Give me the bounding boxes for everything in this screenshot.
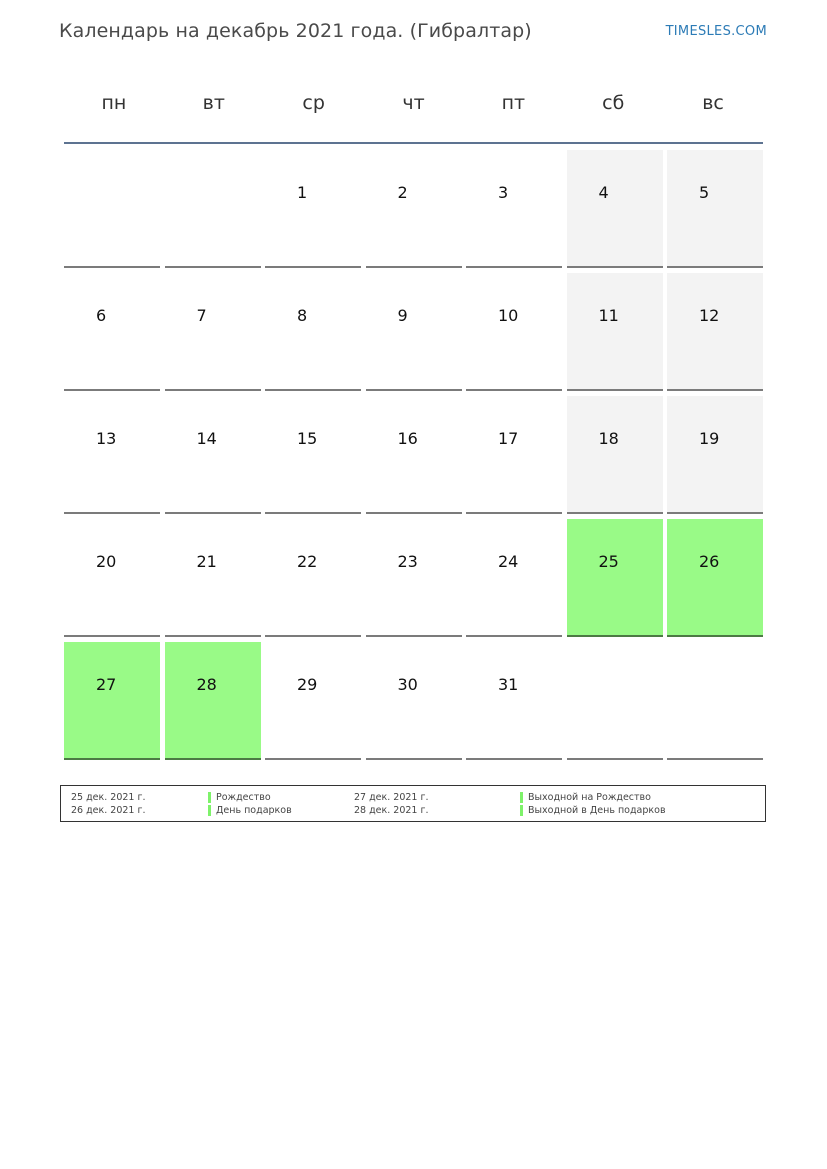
weekday-tue: вт	[202, 92, 225, 114]
day-cell-holiday	[64, 642, 160, 760]
day-number: 17	[498, 429, 519, 448]
day-number: 1	[297, 183, 308, 202]
day-number: 2	[397, 183, 408, 202]
day-cell-empty	[567, 642, 663, 760]
weekday-mon: пн	[101, 92, 127, 114]
day-cell-holiday	[567, 519, 663, 637]
day-cell	[265, 150, 361, 268]
day-cell	[366, 396, 462, 514]
day-number: 21	[196, 552, 217, 571]
day-cell	[265, 273, 361, 391]
brand-link[interactable]: TIMESLES.COM	[665, 24, 767, 39]
day-cell	[64, 519, 160, 637]
legend-date: 25 дек. 2021 г.	[71, 792, 146, 803]
day-number: 22	[297, 552, 318, 571]
weekday-fri: пт	[501, 92, 526, 114]
day-number: 6	[96, 306, 107, 325]
day-number: 5	[699, 183, 710, 202]
day-number: 29	[297, 675, 318, 694]
legend-date: 26 дек. 2021 г.	[71, 805, 146, 816]
legend-color-marker	[520, 805, 523, 816]
day-number: 20	[96, 552, 117, 571]
day-number: 18	[598, 429, 619, 448]
day-cell-weekend	[567, 396, 663, 514]
legend-holiday-name: Выходной в День подарков	[528, 805, 666, 816]
day-cell	[366, 273, 462, 391]
day-number: 9	[397, 306, 408, 325]
day-cell-weekend	[667, 396, 763, 514]
day-cell-holiday	[667, 519, 763, 637]
day-number: 19	[699, 429, 720, 448]
day-cell	[64, 273, 160, 391]
day-cell	[366, 150, 462, 268]
page-title: Календарь на декабрь 2021 года. (Гибралтар)	[59, 20, 532, 42]
day-cell-weekend	[667, 150, 763, 268]
legend-color-marker	[208, 792, 211, 803]
legend-holiday-name: Рождество	[216, 792, 271, 803]
day-number: 24	[498, 552, 519, 571]
weekday-header	[64, 70, 763, 144]
weekday-thu: чт	[402, 92, 425, 114]
day-number: 10	[498, 306, 519, 325]
day-cell-weekend	[667, 273, 763, 391]
day-cell	[366, 642, 462, 760]
day-cell	[265, 396, 361, 514]
day-number: 14	[196, 429, 217, 448]
day-number: 26	[699, 552, 720, 571]
day-cell	[64, 396, 160, 514]
holiday-legend	[60, 785, 766, 822]
day-number: 3	[498, 183, 509, 202]
day-cell	[466, 273, 562, 391]
legend-date: 28 дек. 2021 г.	[354, 805, 429, 816]
day-number: 11	[598, 306, 619, 325]
day-number: 25	[598, 552, 619, 571]
day-cell	[366, 519, 462, 637]
day-cell	[64, 150, 160, 268]
day-number: 8	[297, 306, 308, 325]
day-number: 4	[598, 183, 609, 202]
day-number: 30	[397, 675, 418, 694]
day-cell	[466, 396, 562, 514]
day-cell	[466, 642, 562, 760]
day-cell-holiday	[165, 642, 261, 760]
day-cell	[165, 396, 261, 514]
day-cell	[165, 519, 261, 637]
weekday-sun: вс	[702, 92, 724, 114]
legend-holiday-name: День подарков	[216, 805, 292, 816]
day-number: 28	[196, 675, 217, 694]
legend-color-marker	[208, 805, 211, 816]
legend-holiday-name: Выходной на Рождество	[528, 792, 651, 803]
weekday-sat: сб	[602, 92, 625, 114]
calendar-grid	[64, 150, 763, 760]
day-number: 12	[699, 306, 720, 325]
day-cell	[466, 150, 562, 268]
day-cell-weekend	[567, 273, 663, 391]
day-cell	[265, 642, 361, 760]
day-cell	[265, 519, 361, 637]
day-cell	[466, 519, 562, 637]
day-number: 15	[297, 429, 318, 448]
day-cell-weekend	[567, 150, 663, 268]
day-cell-empty	[667, 642, 763, 760]
legend-color-marker	[520, 792, 523, 803]
day-number: 13	[96, 429, 117, 448]
day-cell	[165, 150, 261, 268]
day-number: 7	[196, 306, 207, 325]
day-number: 31	[498, 675, 519, 694]
day-number: 16	[397, 429, 418, 448]
day-number: 27	[96, 675, 117, 694]
day-number: 23	[397, 552, 418, 571]
day-cell	[165, 273, 261, 391]
weekday-wed: ср	[302, 92, 325, 114]
legend-date: 27 дек. 2021 г.	[354, 792, 429, 803]
